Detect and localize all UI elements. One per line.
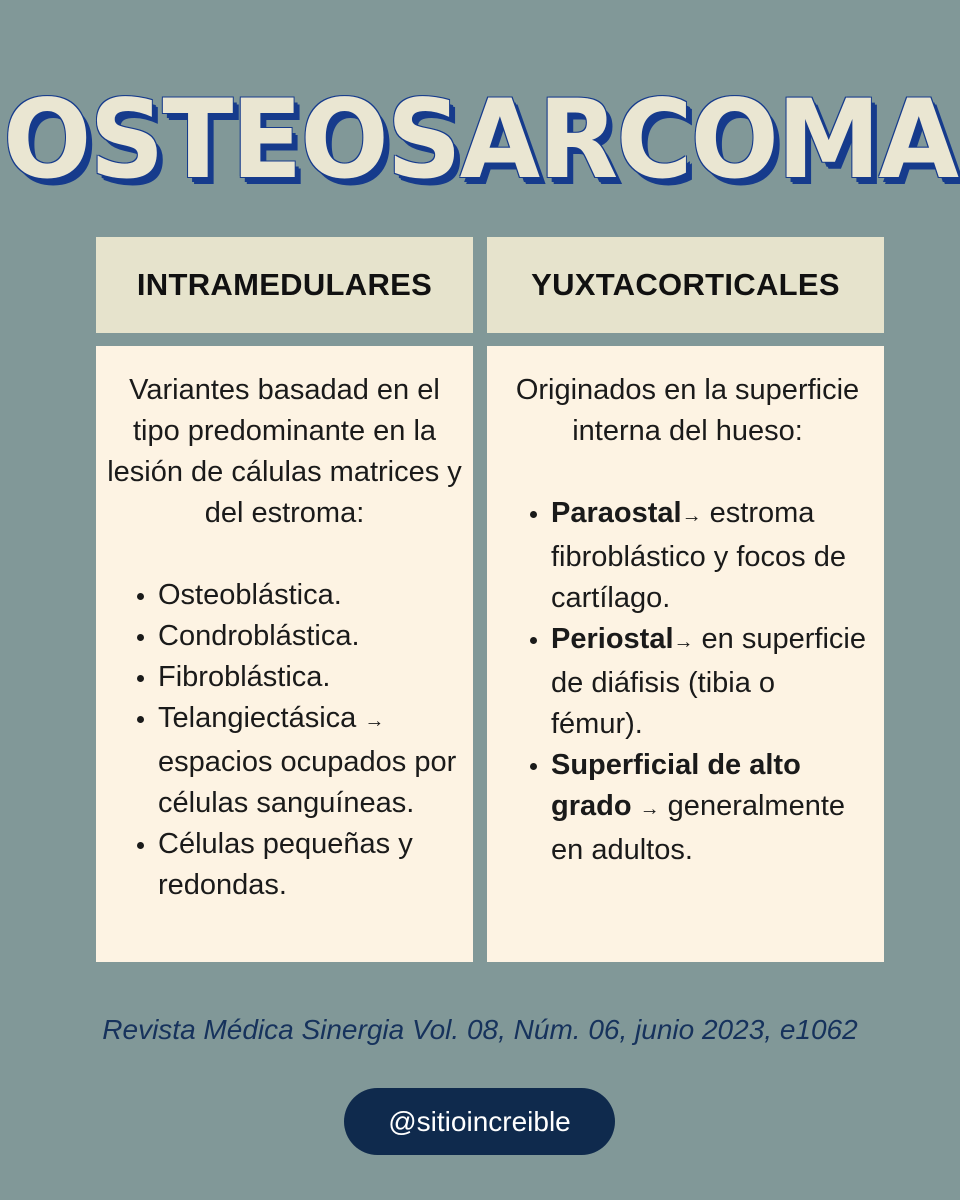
list-item-detail: espacios ocupados por células sanguíneas.: [158, 746, 457, 819]
yuxtacorticales-intro: Originados en la superficie interna del hueso:: [515, 374, 860, 447]
intramedulares-card: [96, 346, 473, 962]
list-item: [158, 698, 463, 824]
list-item-text: Osteoblástica.: [158, 579, 342, 611]
list-item: [551, 745, 874, 871]
list-item: [158, 657, 463, 698]
list-item-text: Condroblástica.: [158, 620, 360, 652]
social-handle-badge: @sitioincreible: [344, 1088, 615, 1155]
intramedulares-header: INTRAMEDULARES: [96, 237, 473, 333]
list-item: [551, 619, 874, 745]
list-item-detail: estroma fibroblástico y focos de cartílago.: [551, 497, 846, 614]
yuxtacorticales-card: [487, 346, 884, 962]
list-item: [158, 575, 463, 616]
page-title: OSTEOSARCOMA: [3, 74, 957, 204]
arrow-icon: →: [364, 710, 385, 732]
list-item: [158, 824, 463, 906]
list-item-text: Células pequeñas y redondas.: [158, 828, 413, 901]
arrow-icon: →: [639, 798, 660, 820]
list-item-text: Fibroblástica.: [158, 661, 331, 693]
list-item-text: Telangiectásica: [158, 702, 357, 734]
yuxtacorticales-header: YUXTACORTICALES: [487, 237, 884, 333]
arrow-icon: →: [681, 505, 702, 527]
list-item: [158, 616, 463, 657]
intramedulares-intro: Variantes basadad en el tipo predominante en la lesión de cálulas matrices y del estroma:: [107, 374, 462, 529]
list-item-detail: en superficie de diáfisis (tibia o fémur).: [551, 623, 866, 740]
intramedulares-list: [106, 575, 463, 906]
list-item-term: Paraostal: [551, 497, 682, 529]
list-item-term: Periostal: [551, 623, 674, 655]
list-item-detail: generalmente en adultos.: [551, 790, 846, 866]
list-item: [551, 493, 874, 619]
yuxtacorticales-list: [501, 493, 874, 871]
arrow-icon: →: [673, 631, 694, 653]
citation: Revista Médica Sinergia Vol. 08, Núm. 06, junio 2023, e1062: [102, 1014, 858, 1045]
list-item-term: Superficial de alto grado: [551, 749, 801, 822]
